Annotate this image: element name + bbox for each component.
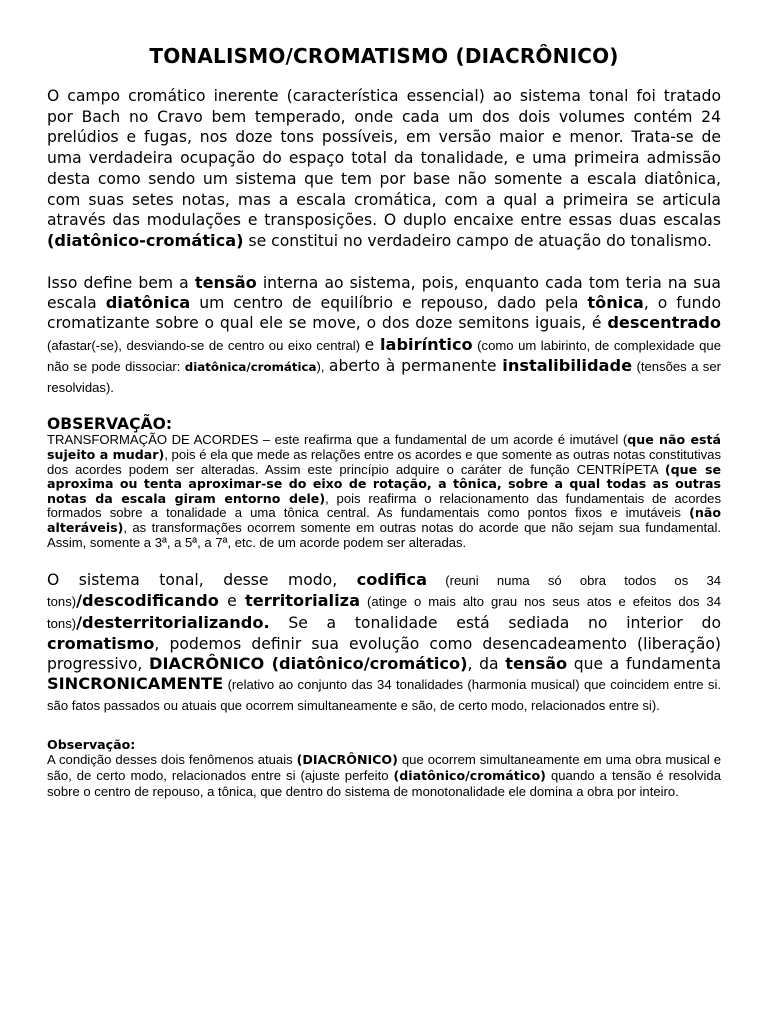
- bold-text: (diatônico-cromática): [47, 230, 244, 250]
- bold-text: diatônica: [105, 292, 191, 312]
- small-note: (relativo ao conjunto das 34 tonalidades (harmonia musical) que coincidem entre si. são fatos passados ou atuais que ocorrem simultaneamente e são, de certo modo, relacionados entre si).: [47, 677, 721, 714]
- small-bold-note: diatônica/cromática: [184, 359, 317, 374]
- paragraph-tonal-system: [47, 570, 721, 716]
- text: , da: [467, 654, 506, 673]
- observation-heading: OBSERVAÇÃO:: [47, 415, 173, 434]
- bold-text: (diatônico/cromático): [393, 767, 546, 783]
- bold-text: DIACRÔNICO (diatônico/cromático): [149, 653, 468, 673]
- text: , podemos definir sua evolução como desencadeamento (liberação) progressivo,: [47, 634, 721, 673]
- bold-text: instalibilidade: [502, 355, 633, 375]
- document-title: TONALISMO/CROMATISMO (DIACRÔNICO): [149, 44, 619, 68]
- text: e: [364, 335, 380, 354]
- bold-text: territorializa: [245, 591, 361, 611]
- document-page: [47, 44, 721, 800]
- bold-text: cromatismo: [47, 633, 155, 653]
- text: e: [218, 592, 246, 611]
- bold-text: /descodificando: [76, 591, 219, 611]
- observation-body-2: [47, 752, 721, 800]
- text: que ocorrem simultaneamente em uma obra musical e são, de certo modo, relacionados entre si (ajuste perfeito: [47, 751, 722, 783]
- bold-text: tônica: [587, 292, 644, 312]
- text: um centro de equilíbrio e repouso, dado pela: [190, 293, 588, 312]
- bold-text: SINCRONICAMENTE: [47, 674, 224, 694]
- observation-body: [47, 433, 721, 550]
- small-note: (como um labirinto, de complexidade que não se pode dissociar:: [47, 337, 721, 374]
- bold-text: (que se aproxima ou tenta aproximar-se do eixo de rotação, a tônica, sobre a qual todas as outras notas da escala giram entorno dele): [47, 461, 721, 506]
- text: , as transformações ocorrem somente em outras notas do acorde que não sejam sua fundamental. Assim, somente a 3ª, a 5ª, a 7ª, etc. de um acorde podem ser alteradas.: [47, 519, 721, 550]
- text: , pois é ela que mede as relações entre os acordes e que somente as outras notas constitutivas dos acordes podem ser alteradas. Assim este princípio adquire o caráter de função CENTRÍPETA: [47, 447, 721, 477]
- small-note: (tensões a ser resolvidas).: [47, 358, 722, 396]
- paragraph-intro: [47, 86, 721, 252]
- bold-text: que não está sujeito a mudar): [47, 432, 721, 462]
- small-note: ),: [316, 358, 329, 374]
- bold-text: tensão: [194, 272, 257, 292]
- text: Isso define bem a: [47, 273, 195, 292]
- text: , o fundo cromatizante sobre o qual ele se move, o dos doze semitons iguais, é: [47, 293, 721, 333]
- bold-text: codifica: [356, 570, 428, 590]
- bold-text: descentrado: [607, 313, 721, 333]
- bold-text: /desterritorializando.: [76, 612, 270, 632]
- text: , pois reafirma o relacionamento das fundamentais de acordes formados sobre a tonalidade a uma tônica central. As fundamentais como pontos fixos e imutáveis: [47, 490, 721, 521]
- text: Se a tonalidade está sediada no interior do: [269, 613, 721, 632]
- observation-heading-2: Observação:: [47, 736, 136, 752]
- text: se constitui no verdadeiro campo de atuação do tonalismo.: [243, 231, 712, 250]
- text: que a fundamenta: [567, 654, 721, 673]
- text: aberto à permanente: [328, 356, 503, 375]
- small-note: (reuni numa só obra todos os 34 tons): [47, 573, 722, 610]
- bold-text: (não alteráveis): [47, 505, 721, 535]
- text: A condição desses dois fenômenos atuais: [47, 751, 297, 767]
- bold-text: labiríntico: [380, 334, 473, 354]
- text: interna ao sistema, pois, enquanto cada tom teria na sua escala: [47, 273, 721, 312]
- bold-text: tensão: [505, 653, 568, 673]
- paragraph-tension: [47, 273, 721, 399]
- bold-text: (DIACRÔNICO): [296, 751, 398, 767]
- small-note: (afastar(-se), desviando-se de centro ou eixo central): [47, 337, 365, 353]
- text: TRANSFORMAÇÃO DE ACORDES – este reafirma que a fundamental de um acorde é imutável (: [47, 432, 628, 448]
- text: O campo cromático inerente (característica essencial) ao sistema tonal foi tratado por Bach no Cravo bem temperado, onde cada um dos dois volumes contém 24 prelúdios e fugas, nos doze tons possíveis, em versão maior e menor. Trata-se de uma verdadeira ocupação do espaço total da tonalidade, e uma primeira admissão desta como sendo um sistema que tem por base não somente a escala diatônica, com suas setes notas, mas a escala cromática, com a qual a primeira se articula através das modulações e transposições. O duplo encaixe entre essas duas escalas: [47, 87, 721, 230]
- text: O sistema tonal, desse modo,: [47, 571, 357, 590]
- small-note: (atinge o mais alto grau nos seus atos e efeitos dos 34 tons): [47, 594, 721, 631]
- text: quando a tensão é resolvida sobre o centro de repouso, a tônica, que dentro do sistema de monotonalidade ele domina a obra por inteiro.: [47, 767, 722, 799]
